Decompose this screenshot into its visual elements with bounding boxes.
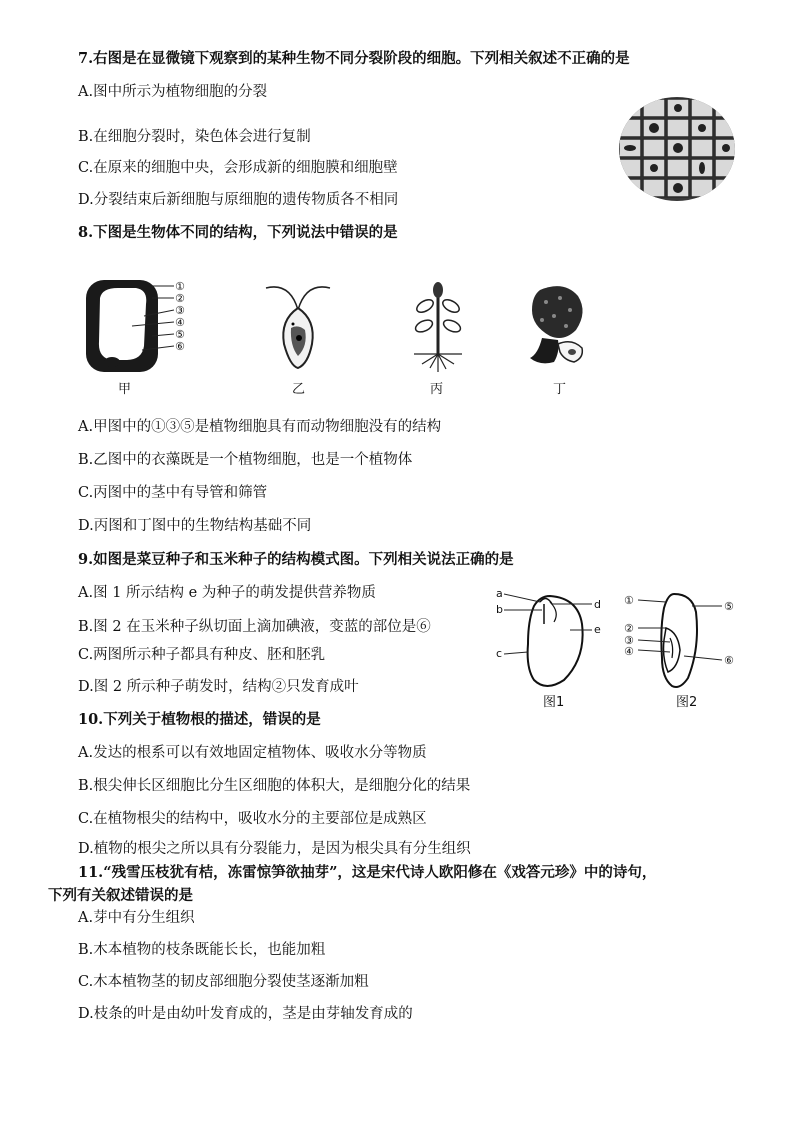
- jia-label-6: ⑥: [175, 340, 185, 353]
- fig2-label-6: ⑥: [724, 654, 734, 667]
- q11-option-b: B.木本植物的枝条既能长长，也能加粗: [78, 942, 326, 958]
- fig2-label-4: ④: [624, 645, 634, 658]
- fig-label-yi: 乙: [292, 382, 306, 397]
- fig-label-ding: 丁: [553, 382, 567, 397]
- q11-option-a: A.芽中有分生组织: [78, 910, 195, 926]
- q9-option-d: D.图 2 所示种子萌发时，结构②只发育成叶: [78, 679, 359, 695]
- q8-option-b: B.乙图中的衣藻既是一个植物细胞，也是一个植物体: [78, 452, 413, 468]
- q9-option-b: B.图 2 在玉米种子纵切面上滴加碘液，变蓝的部位是⑥: [78, 619, 431, 635]
- fig2-label-1: ①: [624, 594, 634, 607]
- jia-label-5: ⑤: [175, 328, 185, 341]
- fig-label-jia: 甲: [118, 382, 132, 397]
- q11-stem-line2: 下列有关叙述错误的是: [48, 887, 193, 904]
- fig1-label-c: c: [496, 647, 503, 660]
- fig2-corn-seed: [622, 588, 742, 696]
- q10-option-d: D.植物的根尖之所以具有分裂能力，是因为根尖具有分生组织: [78, 841, 471, 857]
- q8-option-d: D.丙图和丁图中的生物结构基础不同: [78, 518, 312, 534]
- fig1-label-a: a: [496, 587, 503, 600]
- fig-jia-plant-cell: [82, 276, 200, 376]
- q7-option-b: B.在细胞分裂时，染色体会进行复制: [78, 129, 311, 145]
- jia-label-2: ②: [175, 292, 185, 305]
- q8-stem: 8.下图是生物体不同的结构，下列说法中错误的是: [78, 224, 398, 241]
- q10-stem: 10.下列关于植物根的描述，错误的是: [78, 711, 321, 728]
- fig1-bean-seed: [494, 588, 609, 696]
- fig2-label-5: ⑤: [724, 600, 734, 613]
- fig2-label-3: ③: [624, 634, 634, 647]
- microscope-cell-image: [617, 95, 737, 203]
- fig1-caption: 图1: [543, 695, 565, 710]
- q10-option-c: C.在植物根尖的结构中，吸收水分的主要部位是成熟区: [78, 811, 427, 827]
- fig1-label-b: b: [496, 603, 503, 616]
- q11-option-c: C.木本植物茎的韧皮部细胞分裂使茎逐渐加粗: [78, 974, 369, 990]
- q7-option-d: D.分裂结束后新细胞与原细胞的遗传物质各不相同: [78, 192, 399, 208]
- q9-stem: 9.如图是菜豆种子和玉米种子的结构模式图。下列相关说法正确的是: [78, 551, 514, 568]
- fig-ding-organism: [520, 282, 592, 374]
- jia-label-3: ③: [175, 304, 185, 317]
- q10-option-a: A.发达的根系可以有效地固定植物体、吸收水分等物质: [78, 745, 427, 761]
- fig1-label-e: e: [594, 623, 601, 636]
- q10-option-b: B.根尖伸长区细胞比分生区细胞的体积大，是细胞分化的结果: [78, 778, 471, 794]
- fig-bing-plant: [408, 276, 468, 376]
- jia-label-1: ①: [175, 280, 185, 293]
- fig2-caption: 图2: [676, 695, 698, 710]
- fig1-label-d: d: [594, 598, 601, 611]
- q9-option-a: A.图 1 所示结构 e 为种子的萌发提供营养物质: [78, 585, 376, 601]
- fig2-label-2: ②: [624, 622, 634, 635]
- q11-stem-line1: 11.“残雪压枝犹有桔，冻雷惊笋欲抽芽”，这是宋代诗人欧阳修在《戏答元珍》中的诗句，: [78, 864, 657, 881]
- q8-option-a: A.甲图中的①③⑤是植物细胞具有而动物细胞没有的结构: [78, 419, 442, 435]
- q7-option-a: A.图中所示为植物细胞的分裂: [78, 84, 268, 100]
- q11-option-d: D.枝条的叶是由幼叶发育成的，茎是由芽轴发育成的: [78, 1006, 413, 1022]
- fig-label-bing: 丙: [430, 382, 444, 397]
- q7-option-c: C.在原来的细胞中央，会形成新的细胞膜和细胞壁: [78, 160, 398, 176]
- fig-yi-chlamydomonas: [258, 276, 338, 376]
- q7-stem: 7.右图是在显微镜下观察到的某种生物不同分裂阶段的细胞。下列相关叙述不正确的是: [78, 50, 630, 67]
- jia-label-4: ④: [175, 316, 185, 329]
- q8-option-c: C.丙图中的茎中有导管和筛管: [78, 485, 268, 501]
- q9-option-c: C.两图所示种子都具有种皮、胚和胚乳: [78, 647, 326, 663]
